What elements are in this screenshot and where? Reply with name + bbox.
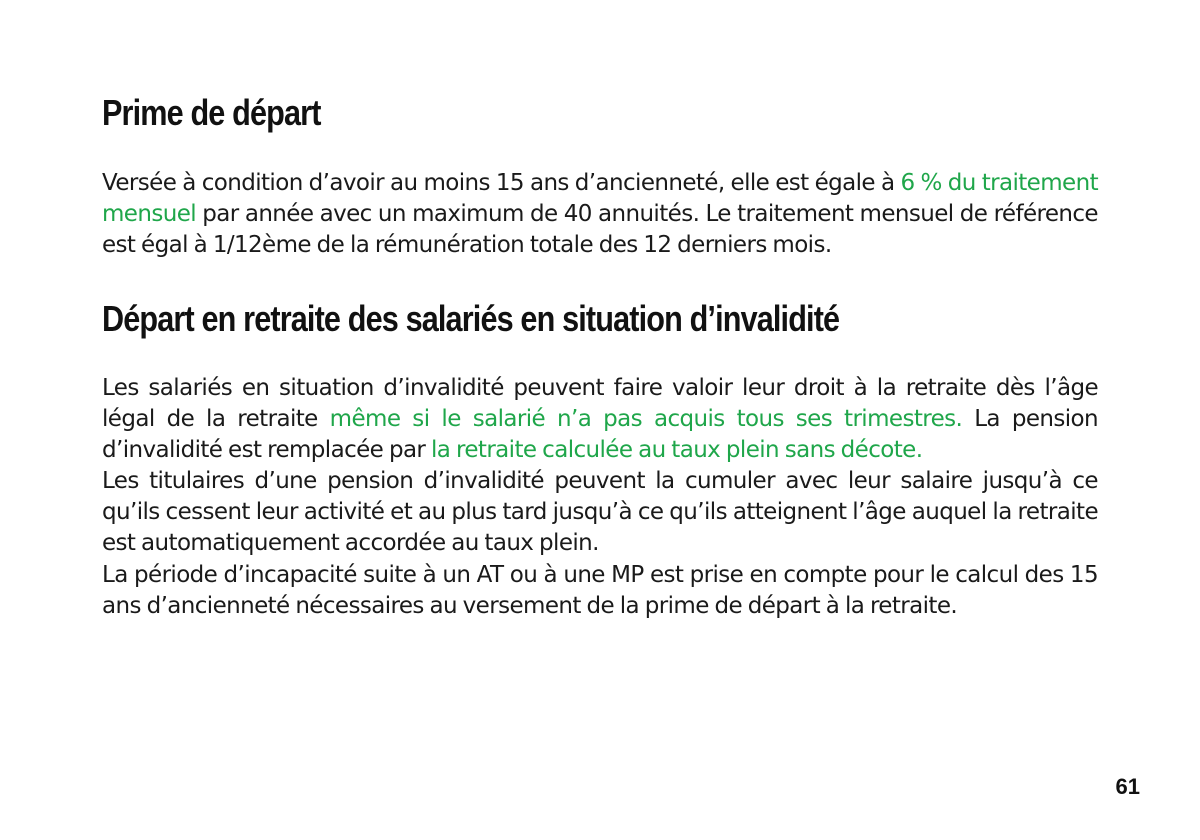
paragraph-prime-de-depart [102, 168, 1098, 261]
highlight-segment: 6 % du traitement mensuel [102, 170, 1098, 227]
text-segment: Les salariés en situation d’invalidité peuvent faire valoir leur droit à la retraite dès l’âge légal de la retraite [102, 375, 1098, 432]
text-segment: La période d’incapacité suite à un AT ou à une MP est prise en compte pour le calcul des 15 ans d’ancienneté nécessaires au versement de la prime de départ à la retraite. [102, 562, 1098, 619]
text-segment: Versée à condition d’avoir au moins 15 ans d’ancienneté, elle est égale à [102, 170, 901, 196]
page-number: 61 [1115, 774, 1140, 799]
highlight-segment: même si le salarié n’a pas acquis tous ses trimestres. [329, 406, 963, 432]
text-segment: par année avec un maximum de 40 annuités. Le traitement mensuel de référence est égal à 1/12ème de la rémunération totale des 12 derniers mois. [102, 201, 1098, 258]
section-title-depart-invalidite: Départ en retraite des salariés en situation d’invalidité [102, 298, 840, 339]
paragraph-invalidite-incapacite [102, 560, 1098, 622]
text-segment: La pension d’invalidité est remplacée par [102, 406, 1098, 463]
highlight-segment: la retraite calculée au taux plein sans décote. [431, 437, 923, 463]
text-segment: Les titulaires d’une pension d’invalidité peuvent la cumuler avec leur salaire jusqu’à ce qu’ils cessent leur activité et au plus tard jusqu’à ce qu’ils atteignent l’âge auquel la retraite est automatiquement accordée au taux plein. [102, 468, 1098, 556]
section-title-prime-de-depart: Prime de départ [102, 92, 321, 133]
paragraph-invalidite-droit [102, 373, 1098, 466]
paragraph-invalidite-cumul [102, 466, 1098, 559]
